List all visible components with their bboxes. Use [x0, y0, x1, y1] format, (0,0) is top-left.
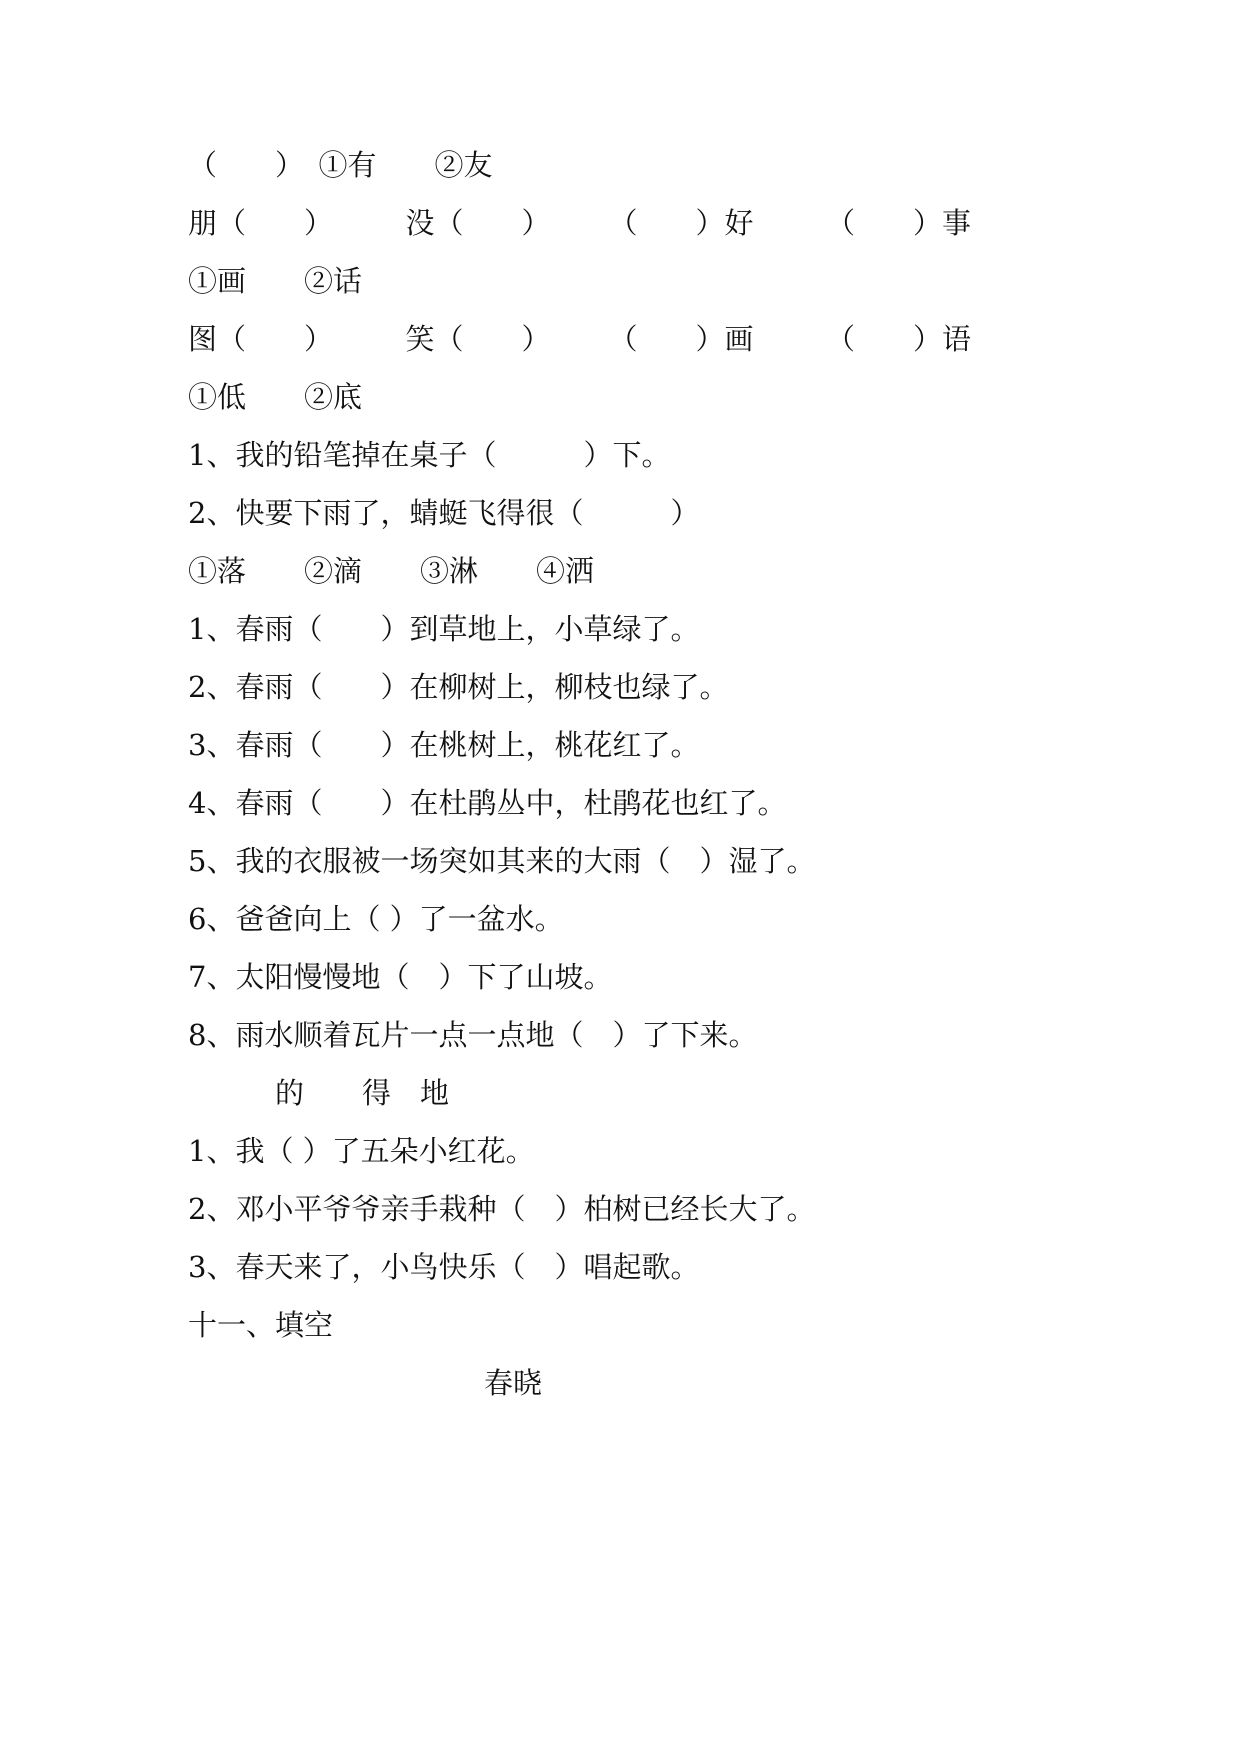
rain-options: ①落 ②滴 ③淋 ④洒	[188, 554, 595, 588]
friend-options: （ ） ①有 ②友	[188, 148, 493, 182]
di-options: ①低 ②底	[188, 380, 363, 414]
de-options: 的 得 地	[188, 1076, 450, 1110]
section-eleven-heading: 十一、填空	[188, 1308, 334, 1342]
de-sentence-2: 2、邓小平爷爷亲手栽种（ ）柏树已经长大了。	[188, 1192, 816, 1226]
poem-title: 春晓	[484, 1366, 543, 1400]
rain-sentence-2: 2、春雨（ ）在柳树上，柳枝也绿了。	[188, 670, 729, 704]
di-sentence-2: 2、快要下雨了，蜻蜓飞得很（ ）	[188, 496, 700, 530]
rain-sentence-3: 3、春雨（ ）在桃树上，桃花红了。	[188, 728, 700, 762]
hua-items: 图（ ） 笑（ ） （ ）画 （ ）语	[188, 322, 972, 356]
hua-options: ①画 ②话	[188, 264, 363, 298]
rain-sentence-5: 5、我的衣服被一场突如其来的大雨（ ）湿了。	[188, 844, 816, 878]
rain-sentence-6: 6、爸爸向上（ ）了一盆水。	[188, 902, 564, 936]
rain-sentence-1: 1、春雨（ ）到草地上，小草绿了。	[188, 612, 700, 646]
rain-sentence-8: 8、雨水顺着瓦片一点一点地（ ）了下来。	[188, 1018, 758, 1052]
friend-items: 朋（ ） 没（ ） （ ）好 （ ）事	[188, 206, 972, 240]
de-sentence-1: 1、我（ ）了五朵小红花。	[188, 1134, 535, 1168]
de-sentence-3: 3、春天来了，小鸟快乐（ ）唱起歌。	[188, 1250, 700, 1284]
rain-sentence-7: 7、太阳慢慢地（ ）下了山坡。	[188, 960, 613, 994]
di-sentence-1: 1、我的铅笔掉在桌子（ ）下。	[188, 438, 671, 472]
rain-sentence-4: 4、春雨（ ）在杜鹃丛中，杜鹃花也红了。	[188, 786, 787, 820]
